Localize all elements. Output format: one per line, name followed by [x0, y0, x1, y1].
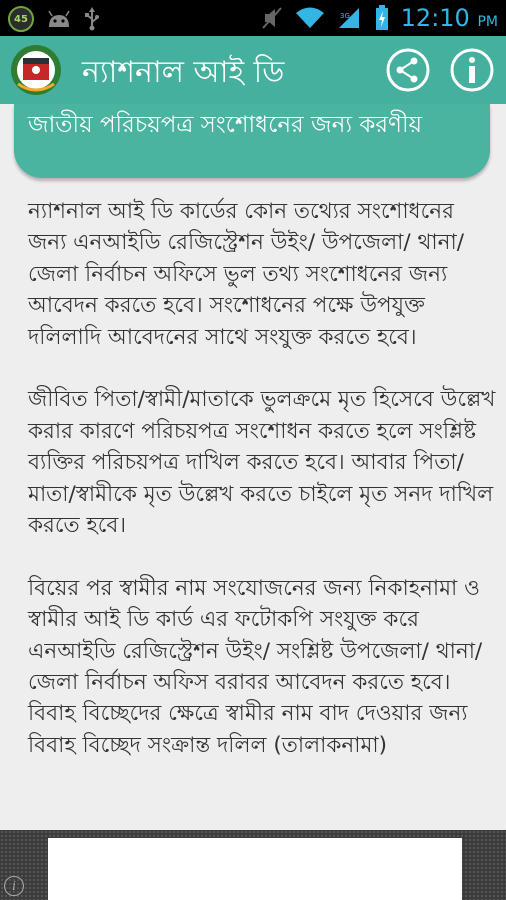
status-bar: [0, 0, 506, 36]
paragraph: ন্যাশনাল আই ডি কার্ডের কোন তথ্যের সংশোধনের জন্য এনআইডি রেজিস্ট্রেশন উইং/ উপজেলা/ থানা/ জেলা নির্বাচন অফিসে ভুল তথ্য সংশোধনের জন্য আবেদন করতে হবে। সংশোধনের পক্ষে উপযুক্ত দলিলাদি আবেদনের সাথে সংযুক্ত করতে হবে।: [28, 199, 464, 350]
status-bar-right: [261, 4, 498, 32]
section-title: জাতীয় পরিচয়পত্র সংশোধনের জন্য করণীয়: [28, 112, 423, 138]
signal-icon: [337, 6, 363, 30]
usb-icon: [84, 7, 100, 31]
clock-time: 12:10: [400, 4, 470, 32]
clock: [401, 4, 498, 32]
notification-badge: 45: [8, 6, 34, 32]
share-icon[interactable]: [386, 48, 430, 92]
android-icon: [46, 9, 72, 29]
ad-banner: [0, 830, 506, 900]
status-bar-left: [8, 6, 100, 32]
content-area: [0, 104, 506, 830]
paragraph: বিয়ের পর স্বামীর নাম সংযোজনের জন্য নিকাহনামা ও স্বামীর আই ডি কার্ড এর ফটোকপি সংযুক্ত করে এনআইডি রেজিস্ট্রেশন উইং/ সংশ্লিষ্ট উপজেলা/ থানা/ জেলা নির্বাচন অফিস বরাবর আবেদন করতে হবে। বিবাহ বিচ্ছেদের ক্ষেত্রে স্বামীর নাম বাদ দেওয়ার জন্য বিবাহ বিচ্ছেদ সংক্রান্ত দলিল (তালাকনামা): [28, 575, 483, 758]
app-logo: [10, 44, 62, 96]
battery-icon: [375, 5, 389, 31]
ad-content[interactable]: [48, 838, 462, 900]
svg-text:3G: 3G: [339, 12, 350, 20]
app-title: ন্যাশনাল আই ডি: [82, 55, 285, 90]
mute-icon: [261, 6, 283, 30]
clock-ampm: PM: [477, 14, 498, 30]
wifi-icon: [295, 6, 325, 30]
info-icon[interactable]: [450, 48, 494, 92]
section-header: [14, 104, 490, 178]
app-bar: [0, 36, 506, 104]
paragraph: জীবিত পিতা/স্বামী/মাতাকে ভুলক্রমে মৃত হিসেবে উল্লেখ করার কারণে পরিচয়পত্র সংশোধন করতে হলে সংশ্লিষ্ট ব্যক্তির পরিচয়পত্র দাখিল করতে হবে। আবার পিতা/মাতা/স্বামীকে মৃত উল্লেখ করতে চাইলে মৃত সনদ দাখিল করতে হবে।: [28, 387, 496, 539]
article-body: [28, 196, 498, 793]
ad-info-icon[interactable]: i: [4, 876, 24, 896]
